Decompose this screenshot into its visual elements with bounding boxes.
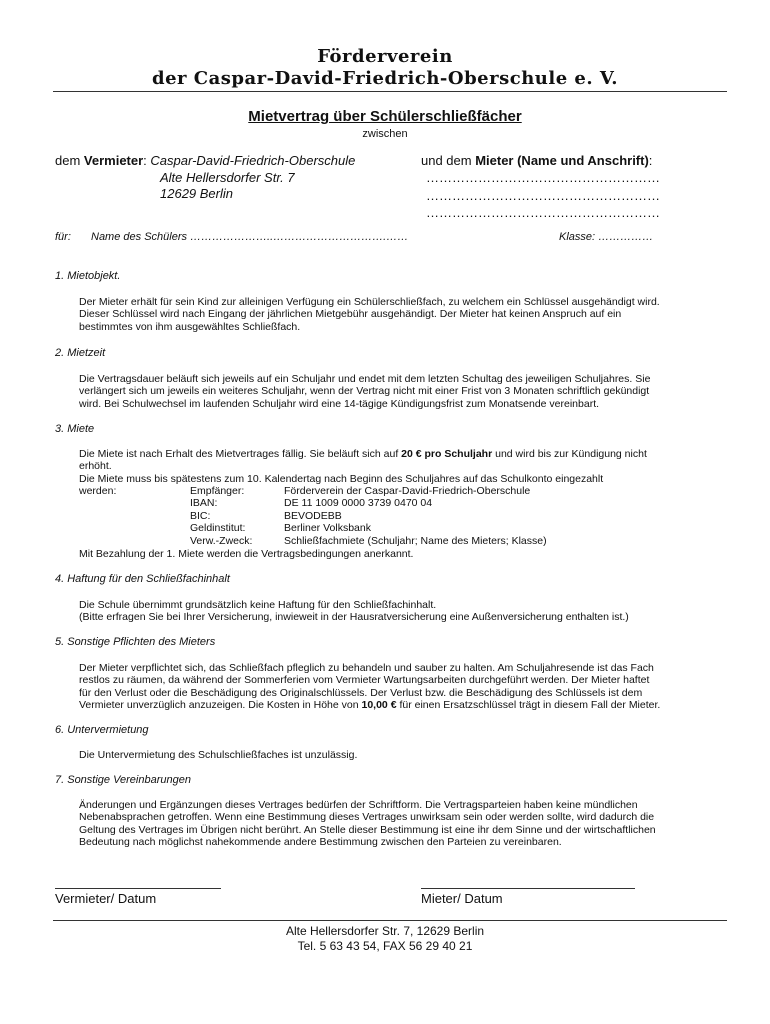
org-name-line1: Förderverein [317, 46, 453, 67]
section-5-line: Der Mieter verpflichtet sich, das Schließfach pfleglich zu behandeln und sauber zu halten. Am Schuljahresende ist das Fach [79, 662, 654, 674]
section-2-line: Die Vertragsdauer beläuft sich jeweils auf ein Schuljahr und endet mit dem letzten Schultag des jeweiligen Schuljahres. Sie [79, 373, 651, 385]
section-7-line: Bedeutung nach möglichst nahekommende andere Bestimmung zwischen den Parteien zu vereinbaren. [79, 836, 562, 849]
section-4-heading: 4. Haftung für den Schließfachinhalt [55, 573, 230, 585]
section-4-line: (Bitte erfragen Sie bei Ihrer Versicherung, inwieweit in der Hausratversicherung eine Außenversicherung enthalten ist.) [79, 611, 629, 624]
bank-value-institute: Berliner Volksbank [284, 522, 371, 535]
section-2-body [79, 373, 650, 410]
for-label: für: [55, 231, 71, 243]
section-7-line: Nebenabsprachen getroffen. Wenn eine Bestimmung dieses Vertrages unwirksam sein oder werden sollte, wird dadurch die [79, 811, 655, 824]
section-2-line: wird. Bei Schulwechsel im laufenden Schuljahr wird eine 14-tägige Kündigungsfrist zum Monatsende vereinbart. [79, 397, 600, 410]
section-3-body [79, 448, 647, 485]
landlord-prefix: dem [55, 153, 84, 168]
section-5-line: restlos zu räumen, da während der Sommerferien vom Vermieter Wartungsarbeiten durchgeführt werden. Der Mieter haftet [79, 674, 650, 687]
contract-title: Mietvertrag über Schülerschließfächer [248, 108, 522, 125]
section-2-line: verlängert sich um jeweils ein weiteres Schuljahr, wenn der Vertrag nicht mit einer Frist von 3 Monaten schriftlich gekündigt [79, 385, 650, 398]
tenant-signature-label: Mieter/ Datum [421, 891, 503, 906]
section-3-line-3: Die Miete muss bis spätestens zum 10. Kalendertag nach Beginn des Schuljahres auf das Schulkonto eingezahlt [79, 472, 604, 485]
landlord-street: Alte Hellersdorfer Str. 7 [160, 170, 295, 185]
landlord-name: Caspar-David-Friedrich-Oberschule [150, 153, 356, 168]
section-3-line-1: Die Miete ist nach Erhalt des Mietvertrages fällig. Sie beläuft sich auf 20 € pro Schuljahr und wird bis zur Kündigung nicht [79, 448, 647, 460]
tenant-colon: : [648, 153, 653, 168]
section-1-line: Dieser Schlüssel wird nach Eingang der jährlichen Mietgebühr ausgehändigt. Der Mieter hat keinen Anspruch auf ein [79, 308, 622, 321]
bank-label-iban: IBAN: [190, 497, 218, 510]
section-6-heading: 6. Untervermietung [55, 724, 149, 736]
section-7-heading: 7. Sonstige Vereinbarungen [55, 774, 191, 786]
section-5-heading: 5. Sonstige Pflichten des Mieters [55, 636, 216, 648]
class-field[interactable]: Klasse: …………… [559, 231, 654, 243]
tenant-dots-1[interactable]: ……………………………………………… [426, 170, 660, 185]
landlord-line [55, 153, 355, 168]
bank-value-bic: BEVODEBB [284, 509, 342, 522]
student-name-field[interactable]: Name des Schülers …………………..………………………….…… [91, 231, 409, 243]
bank-value-iban: DE 11 1009 0000 3739 0470 04 [284, 497, 433, 510]
between-label: zwischen [362, 128, 408, 140]
tenant-dots-3[interactable]: ……………………………………………… [426, 205, 660, 220]
section-4-line: Die Schule übernimmt grundsätzlich keine Haftung für den Schließfachinhalt. [79, 599, 437, 611]
footer-address: Alte Hellersdorfer Str. 7, 12629 Berlin [285, 924, 485, 938]
bank-label-bic: BIC: [190, 509, 211, 522]
tenant-prefix: und dem [421, 153, 476, 168]
section-1-line: bestimmtes von ihm ausgewähltes Schließfach. [79, 320, 301, 333]
key-cost: 10,00 € [361, 699, 397, 712]
footer-phone: Tel. 5 63 43 54, FAX 56 29 40 21 [297, 939, 473, 953]
section-4-body [79, 599, 629, 624]
bank-label-institute: Geldinstitut: [190, 522, 246, 535]
section-1-heading: 1. Mietobjekt. [55, 270, 121, 282]
landlord-signature-label: Vermieter/ Datum [55, 891, 157, 906]
section-1-line: Der Mieter erhält für sein Kind zur alleinigen Verfügung ein Schülerschließfach, zu welchem ein Schlüssel ausgehändigt wird. [79, 296, 660, 308]
bank-label-recipient: Empfänger: [190, 485, 245, 497]
werden-label: werden: [79, 485, 117, 497]
bank-value-recipient: Förderverein der Caspar-David-Friedrich-Oberschule [284, 485, 531, 497]
tenant-dots-2[interactable]: ……………………………………………… [426, 188, 660, 203]
bank-value-purpose: Schließfachmiete (Schuljahr; Name des Mieters; Klasse) [284, 534, 547, 547]
section-3-closing: Mit Bezahlung der 1. Miete werden die Vertragsbedingungen anerkannt. [79, 548, 414, 560]
landlord-colon: : [143, 153, 151, 168]
section-5-line-last: Vermieter unverzüglich anzuzeigen. Die Kosten in Höhe von 10,00 € für einen Ersatzschlüssel trägt in diesem Fall der Mieter. [79, 699, 661, 712]
section-1-body [79, 296, 660, 333]
section-3-line-2: erhöht. [79, 460, 112, 473]
bank-labels [190, 485, 252, 547]
section-7-line: Geltung des Vertrages im Übrigen nicht berührt. An Stelle dieser Bestimmung ist eine ihr dem Sinne und der wirtschaftlichen [79, 823, 656, 836]
section-6-body [79, 749, 357, 761]
header-divider [53, 91, 727, 92]
tenant-line [421, 153, 652, 168]
org-name-line2: der Caspar-David-Friedrich-Oberschule e. V. [152, 68, 618, 89]
bank-label-purpose: Verw.-Zweck: [190, 534, 253, 547]
section-2-heading: 2. Mietzeit [55, 347, 106, 359]
section-6-line: Die Untervermietung des Schulschließfaches ist unzulässig. [79, 749, 358, 761]
landlord-label: Vermieter [83, 153, 144, 168]
landlord-city: 12629 Berlin [160, 186, 233, 201]
section-7-body [79, 799, 656, 849]
section-3-heading: 3. Miete [55, 423, 95, 435]
tenant-signature-line[interactable] [421, 888, 635, 889]
tenant-label: Mieter (Name und Anschrift) [475, 153, 649, 168]
footer-divider [53, 920, 727, 921]
landlord-signature-line[interactable] [55, 888, 221, 889]
bank-values [284, 485, 547, 547]
section-5-line: für den Verlust oder die Beschädigung des Originalschlüssels. Der Verlust bzw. die Beschädigung des Schlüssels ist dem [79, 686, 643, 699]
section-7-line: Änderungen und Ergänzungen dieses Vertrages bedürfen der Schriftform. Die Vertragsparteien haben keine mündlichen [79, 799, 638, 811]
section-5-body [79, 662, 660, 712]
rent-amount: 20 € pro Schuljahr [401, 448, 493, 460]
